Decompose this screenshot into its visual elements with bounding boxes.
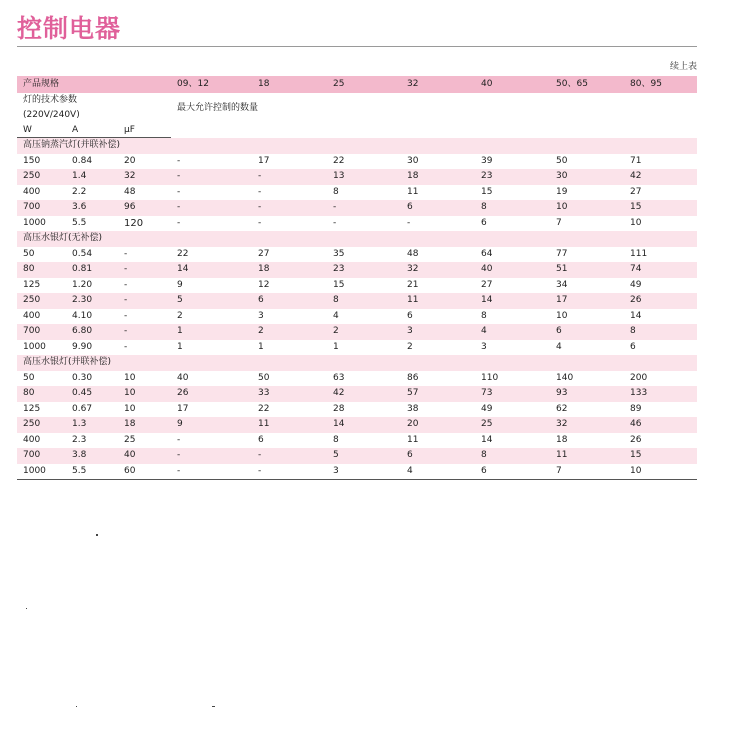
cell-max-count: 51 — [550, 262, 624, 278]
cell-max-count: 27 — [258, 248, 270, 259]
cell-max-count: 33 — [252, 386, 327, 402]
size-header: 09、12 — [171, 76, 252, 93]
table-row — [17, 309, 697, 325]
cell-max-count: 3 — [481, 341, 487, 352]
table-row — [17, 293, 697, 309]
cell-max-count: 18 — [401, 169, 475, 185]
cell-max-count: 8 — [624, 324, 697, 340]
cell-capacitance: 32 — [118, 169, 171, 185]
cell-watt: 1000 — [23, 341, 46, 352]
lamp-params-label: 灯的技术参数 — [23, 95, 78, 105]
table-header-row — [17, 76, 697, 93]
cell-watt: 50 — [23, 372, 35, 383]
cell-capacitance: - — [124, 279, 128, 290]
cell-max-count: 93 — [550, 386, 624, 402]
cell-max-count: 18 — [252, 262, 327, 278]
cell-max-count: 3 — [258, 310, 264, 321]
cell-max-count: 11 — [550, 448, 624, 464]
size-header: 50、65 — [550, 76, 624, 93]
cell-watt: 700 — [17, 200, 66, 216]
cell-max-count: 50 — [258, 372, 270, 383]
cell-max-count: 17 — [258, 155, 270, 166]
stray-dot — [26, 608, 27, 609]
stray-dot — [96, 534, 98, 536]
cell-max-count: - — [171, 448, 252, 464]
cell-amp: 5.5 — [66, 464, 118, 480]
cell-max-count: 9 — [171, 417, 252, 433]
cell-amp: 1.4 — [66, 169, 118, 185]
cell-max-count: 30 — [550, 169, 624, 185]
cell-max-count: 8 — [475, 448, 550, 464]
cell-max-count: 40 — [475, 262, 550, 278]
cell-amp: 2.2 — [72, 186, 87, 197]
cell-capacitance: 18 — [118, 417, 171, 433]
cell-max-count: 6 — [401, 200, 475, 216]
cell-max-count: 4 — [556, 341, 562, 352]
cell-max-count: 26 — [171, 386, 252, 402]
cell-max-count: 133 — [624, 386, 697, 402]
cell-max-count: 11 — [407, 186, 419, 197]
table-row — [17, 417, 697, 433]
page-title: 控制电器 — [17, 14, 122, 43]
cell-max-count: 8 — [333, 434, 339, 445]
cell-max-count: 11 — [401, 293, 475, 309]
size-header: 18 — [252, 76, 327, 93]
cell-max-count: 6 — [258, 434, 264, 445]
size-header: 32 — [401, 76, 475, 93]
table-row — [17, 402, 697, 418]
cell-max-count: 10 — [624, 464, 697, 480]
cell-max-count: 49 — [481, 403, 493, 414]
stray-dot — [76, 706, 77, 707]
cell-amp: 2.30 — [66, 293, 118, 309]
cell-max-count: 8 — [333, 186, 339, 197]
lamp-params-row — [17, 93, 697, 108]
table-row — [17, 433, 697, 449]
cell-max-count: - — [258, 186, 262, 197]
cell-max-count: 14 — [481, 434, 493, 445]
cell-amp: 0.45 — [66, 386, 118, 402]
cell-amp: 0.81 — [66, 262, 118, 278]
cell-watt: 125 — [23, 279, 41, 290]
cell-max-count: 3 — [401, 324, 475, 340]
cell-max-count: - — [177, 434, 181, 445]
cell-max-count: 14 — [171, 262, 252, 278]
cell-max-count: - — [252, 464, 327, 480]
cell-max-count: - — [177, 217, 181, 228]
cell-amp: 0.30 — [72, 372, 93, 383]
cell-watt: 700 — [17, 448, 66, 464]
section-title: 高压钠蒸汽灯(并联补偿) — [17, 138, 697, 154]
cell-max-count: 73 — [475, 386, 550, 402]
cell-max-count: 110 — [481, 372, 499, 383]
section-header-row — [17, 355, 697, 371]
cell-capacitance: 60 — [118, 464, 171, 480]
cell-max-count: 57 — [401, 386, 475, 402]
unit-w: W — [17, 123, 66, 138]
cell-max-count: 12 — [258, 279, 270, 290]
cell-max-count: 18 — [556, 434, 568, 445]
cell-max-count: 35 — [333, 248, 345, 259]
cell-max-count: 2 — [407, 341, 413, 352]
cell-watt: 400 — [23, 434, 41, 445]
cell-capacitance: 25 — [124, 434, 136, 445]
cell-max-count: 40 — [177, 372, 189, 383]
cell-max-count: 42 — [327, 386, 401, 402]
cell-max-count: 62 — [556, 403, 568, 414]
cell-max-count: 74 — [624, 262, 697, 278]
cell-max-count: 14 — [327, 417, 401, 433]
continued-note: 续上表 — [669, 62, 697, 72]
cell-max-count: 6 — [481, 217, 487, 228]
table-row — [17, 247, 697, 263]
cell-max-count: - — [171, 464, 252, 480]
cell-amp: 1.3 — [66, 417, 118, 433]
cell-capacitance: 10 — [124, 372, 136, 383]
cell-max-count: 50 — [556, 155, 568, 166]
cell-max-count: 6 — [407, 310, 413, 321]
size-header: 40 — [475, 76, 550, 93]
cell-max-count: 25 — [475, 417, 550, 433]
cell-amp: 6.80 — [66, 324, 118, 340]
cell-max-count: 28 — [333, 403, 345, 414]
unit-uf: μF — [118, 123, 171, 138]
cell-max-count: 1 — [333, 341, 339, 352]
cell-capacitance: 10 — [124, 403, 136, 414]
stray-dot — [212, 706, 215, 707]
cell-max-count: 6 — [252, 293, 327, 309]
cell-max-count: 77 — [556, 248, 568, 259]
table-row — [17, 278, 697, 294]
lamp-control-table — [17, 76, 697, 480]
cell-max-count: - — [171, 200, 252, 216]
cell-capacitance: - — [118, 262, 171, 278]
cell-max-count: 8 — [481, 310, 487, 321]
cell-capacitance: 20 — [124, 155, 136, 166]
cell-amp: 3.6 — [66, 200, 118, 216]
cell-max-count: 11 — [407, 434, 419, 445]
cell-max-count: 1 — [177, 341, 183, 352]
cell-max-count: 23 — [327, 262, 401, 278]
cell-max-count: 89 — [630, 403, 642, 414]
section-title: 高压水银灯(无补偿) — [17, 231, 697, 247]
cell-watt: 80 — [17, 386, 66, 402]
cell-max-count: 39 — [481, 155, 493, 166]
cell-max-count: 9 — [177, 279, 183, 290]
cell-watt: 400 — [23, 310, 41, 321]
cell-max-count: - — [252, 200, 327, 216]
cell-max-count: 4 — [475, 324, 550, 340]
cell-max-count: 5 — [171, 293, 252, 309]
cell-max-count: - — [258, 217, 262, 228]
cell-max-count: 32 — [401, 262, 475, 278]
cell-capacitance: - — [118, 324, 171, 340]
cell-max-count: 140 — [556, 372, 574, 383]
cell-max-count: 30 — [407, 155, 419, 166]
max-count-label: 最大允许控制的数量 — [177, 102, 259, 113]
cell-capacitance: 96 — [118, 200, 171, 216]
cell-capacitance: 40 — [118, 448, 171, 464]
cell-amp: 2.3 — [72, 434, 87, 445]
cell-max-count: 8 — [475, 200, 550, 216]
cell-capacitance: 10 — [118, 386, 171, 402]
cell-amp: 3.8 — [66, 448, 118, 464]
cell-capacitance: - — [124, 341, 128, 352]
cell-max-count: 38 — [407, 403, 419, 414]
cell-watt: 125 — [23, 403, 41, 414]
table-row — [17, 216, 697, 232]
cell-max-count: 6 — [401, 448, 475, 464]
cell-max-count: 15 — [624, 448, 697, 464]
size-header: 25 — [327, 76, 401, 93]
cell-max-count: 1 — [171, 324, 252, 340]
cell-amp: 9.90 — [72, 341, 93, 352]
cell-watt: 250 — [17, 417, 66, 433]
cell-max-count: 19 — [556, 186, 568, 197]
size-header: 80、95 — [624, 76, 697, 93]
cell-max-count: 13 — [327, 169, 401, 185]
cell-watt: 250 — [17, 293, 66, 309]
cell-watt: 50 — [23, 248, 35, 259]
cell-capacitance: - — [124, 310, 128, 321]
cell-max-count: 4 — [401, 464, 475, 480]
table-row — [17, 185, 697, 201]
cell-max-count: - — [407, 217, 411, 228]
cell-amp: 0.84 — [72, 155, 93, 166]
section-header-row — [17, 138, 697, 154]
cell-max-count: 17 — [550, 293, 624, 309]
cell-amp: 4.10 — [72, 310, 93, 321]
title-divider — [17, 46, 697, 47]
table-row — [17, 154, 697, 170]
cell-max-count: 5 — [327, 448, 401, 464]
section-title: 高压水银灯(并联补偿) — [17, 355, 697, 371]
cell-max-count: 15 — [624, 200, 697, 216]
cell-max-count: 111 — [630, 248, 648, 259]
cell-max-count: 10 — [556, 310, 568, 321]
cell-max-count: - — [177, 155, 181, 166]
table-row — [17, 448, 697, 464]
table-row — [17, 340, 697, 356]
cell-max-count: 14 — [630, 310, 642, 321]
cell-max-count: 200 — [630, 372, 648, 383]
cell-max-count: 71 — [630, 155, 642, 166]
cell-max-count: - — [252, 169, 327, 185]
cell-max-count: - — [252, 448, 327, 464]
cell-max-count: 3 — [327, 464, 401, 480]
cell-amp: 1.20 — [72, 279, 93, 290]
cell-max-count: 6 — [550, 324, 624, 340]
cell-max-count: 34 — [556, 279, 568, 290]
cell-max-count: 26 — [630, 434, 642, 445]
cell-max-count: 7 — [550, 464, 624, 480]
cell-max-count: 14 — [475, 293, 550, 309]
cell-amp: 5.5 — [72, 217, 87, 228]
cell-amp: 0.54 — [72, 248, 93, 259]
cell-watt: 700 — [17, 324, 66, 340]
cell-max-count: 2 — [177, 310, 183, 321]
table-row — [17, 324, 697, 340]
cell-watt: 80 — [17, 262, 66, 278]
cell-max-count: 86 — [407, 372, 419, 383]
table-row — [17, 464, 697, 480]
cell-max-count: 4 — [333, 310, 339, 321]
cell-watt: 1000 — [23, 217, 46, 228]
cell-max-count: 20 — [401, 417, 475, 433]
cell-capacitance: 120 — [124, 217, 144, 229]
cell-max-count: 15 — [333, 279, 345, 290]
cell-max-count: 26 — [624, 293, 697, 309]
cell-watt: 250 — [17, 169, 66, 185]
cell-capacitance: - — [118, 293, 171, 309]
cell-max-count: - — [177, 186, 181, 197]
section-header-row — [17, 231, 697, 247]
cell-max-count: 22 — [258, 403, 270, 414]
cell-max-count: 1 — [258, 341, 264, 352]
table-row — [17, 371, 697, 387]
cell-max-count: 22 — [333, 155, 345, 166]
cell-max-count: - — [327, 200, 401, 216]
cell-max-count: 22 — [177, 248, 189, 259]
cell-max-count: 32 — [550, 417, 624, 433]
cell-max-count: 27 — [481, 279, 493, 290]
cell-max-count: 17 — [177, 403, 189, 414]
cell-max-count: 7 — [556, 217, 562, 228]
cell-max-count: 11 — [252, 417, 327, 433]
cell-max-count: 64 — [481, 248, 493, 259]
table-row — [17, 386, 697, 402]
cell-max-count: - — [333, 217, 337, 228]
cell-max-count: 15 — [481, 186, 493, 197]
cell-max-count: 2 — [252, 324, 327, 340]
cell-max-count: 27 — [630, 186, 642, 197]
cell-max-count: 10 — [550, 200, 624, 216]
cell-max-count: 23 — [475, 169, 550, 185]
table-row — [17, 200, 697, 216]
cell-max-count: - — [171, 169, 252, 185]
cell-max-count: 6 — [475, 464, 550, 480]
cell-watt: 400 — [23, 186, 41, 197]
cell-max-count: 10 — [630, 217, 642, 228]
voltage-label: (220V/240V) — [23, 110, 80, 120]
cell-max-count: 49 — [630, 279, 642, 290]
cell-watt: 150 — [23, 155, 41, 166]
table-row — [17, 262, 697, 278]
cell-max-count: 2 — [327, 324, 401, 340]
cell-max-count: 48 — [407, 248, 419, 259]
cell-max-count: 42 — [624, 169, 697, 185]
cell-max-count: 46 — [624, 417, 697, 433]
unit-a: A — [66, 123, 118, 138]
cell-max-count: 63 — [333, 372, 345, 383]
product-spec-label: 产品规格 — [17, 76, 171, 93]
cell-max-count: 8 — [327, 293, 401, 309]
cell-amp: 0.67 — [72, 403, 93, 414]
cell-max-count: 6 — [630, 341, 636, 352]
units-row — [17, 123, 697, 138]
table-row — [17, 169, 697, 185]
cell-capacitance: - — [124, 248, 128, 259]
cell-capacitance: 48 — [124, 186, 136, 197]
cell-watt: 1000 — [17, 464, 66, 480]
cell-max-count: 21 — [407, 279, 419, 290]
